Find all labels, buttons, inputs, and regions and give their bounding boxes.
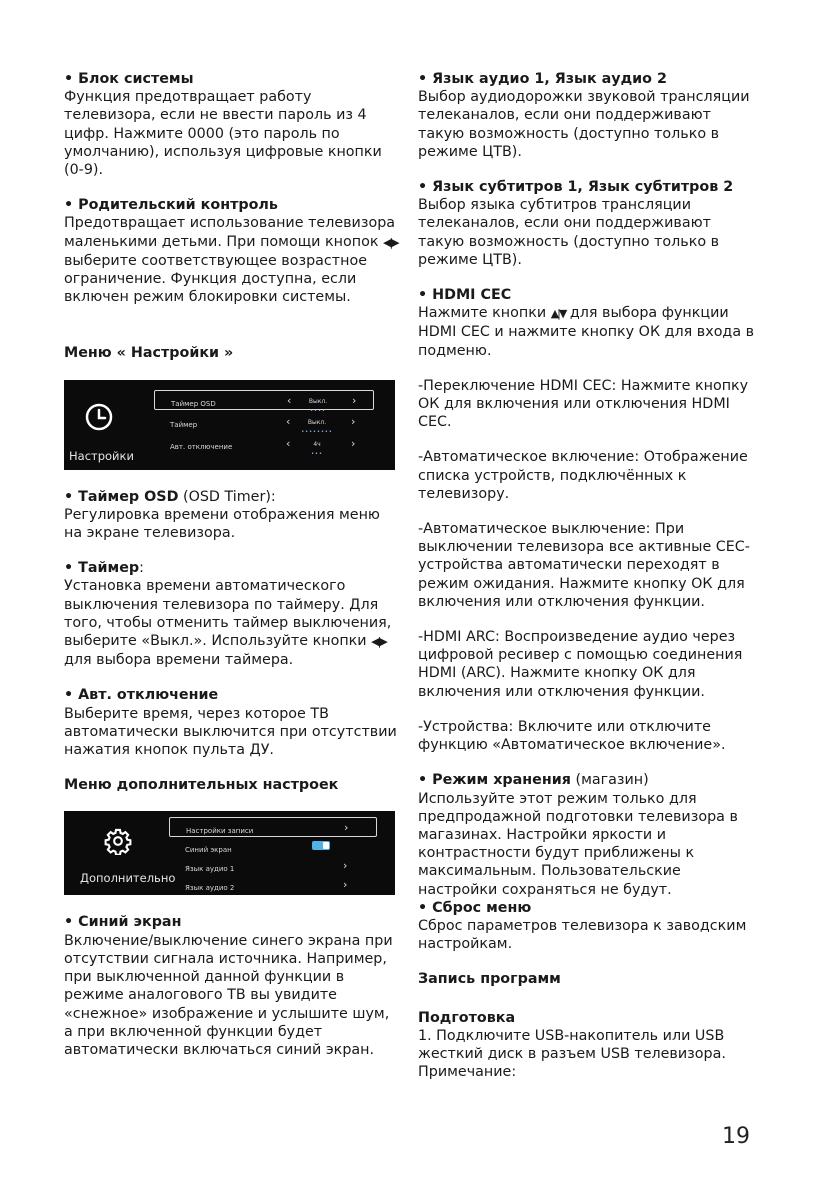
- subtitle-lang-text: Выбор языка субтитров трансляции телеканалов, если они поддерживают такую возможность (доступно только в режиме ЦТВ).: [418, 197, 720, 268]
- timer-suffix: :: [139, 560, 144, 577]
- blue-screen-text: Включение/выключение синего экрана при отсутствии сигнала источника. Например, при выключенной данной функции в режиме аналогового ТВ вы увидите «снежное» изображение и услышите шум, а при включенной функции будет автоматически включаться синий экран.: [64, 932, 393, 1058]
- store-mode-text: Используйте этот режим только для предпродажной подготовки телевизора в магазинах. Настройки яркости и контрастности будут приближены к максимальным. Пользовательские настройки сохраняться не будут.: [418, 790, 738, 898]
- clock-icon: [84, 402, 114, 432]
- row-label: Язык аудио 2: [185, 884, 235, 893]
- reset-section: [418, 899, 756, 954]
- advanced-caption: Дополнительно: [80, 871, 176, 886]
- osd-timer-text: Регулировка времени отображения меню на экране телевизора.: [64, 506, 380, 542]
- settings-row-auto-off[interactable]: [154, 434, 372, 457]
- hdmi-arc-section: [418, 628, 756, 701]
- timer-text: [64, 577, 399, 669]
- timer-text-a: Установка времени автоматического выключения телевизора по таймеру. Для того, чтобы отменить таймер выключения, выберите «Выкл.». Используйте кнопки: [64, 578, 392, 650]
- prep-section: [418, 1009, 756, 1082]
- chevron-right-icon[interactable]: ›: [343, 878, 348, 892]
- auto-off-section: [64, 686, 399, 759]
- hdmi-cec-section: [418, 286, 756, 360]
- row-value: 4ч: [313, 440, 321, 448]
- cec-switch-section: [418, 377, 756, 432]
- advanced-row-audio-1[interactable]: [169, 856, 375, 874]
- auto-off-text: Выберите время, через которое ТВ автоматически выключится при отсутствии нажатия кнопок пульта ДУ.: [64, 705, 397, 759]
- timer-text-b: для выбора времени таймера.: [64, 652, 294, 669]
- store-mode-suffix: (магазин): [570, 772, 649, 789]
- settings-menu-heading: Меню « Настройки »: [64, 345, 234, 362]
- row-value: Выкл.: [308, 397, 328, 405]
- subtitle-lang-section: [418, 178, 756, 269]
- blue-screen-toggle[interactable]: [312, 841, 330, 850]
- chevron-right-icon[interactable]: ›: [344, 821, 349, 835]
- left-right-arrows-icon: ◀|▶: [371, 635, 386, 649]
- settings-caption: Настройки: [69, 448, 134, 463]
- value-dots: ••••: [310, 407, 326, 414]
- timer-title: • Таймер: [64, 560, 140, 577]
- row-label: Таймер OSD: [171, 399, 216, 408]
- auto-on-section: [418, 448, 756, 503]
- timer-section: [64, 559, 399, 669]
- advanced-row-recording[interactable]: [169, 817, 377, 837]
- row-value: Выкл.: [307, 418, 327, 426]
- hdmi-arc-text: -HDMI ARC: Воспроизведение аудио через цифровой ресивер с помощью соединения HDMI (ARC). Нажмите кнопку ОК для включения или отключения функции.: [418, 629, 743, 700]
- advanced-row-blue-screen[interactable]: [169, 837, 375, 855]
- settings-row-timer[interactable]: [154, 412, 372, 435]
- auto-standby-text: -Автоматическое выключение: При выключении телевизора все активные CEC-устройства автоматически переходят в режим ожидания. Нажмите кнопку ОК для включения или отключения функции.: [418, 521, 750, 610]
- store-mode-title: • Режим хранения: [418, 772, 571, 789]
- chevron-left-icon[interactable]: ‹: [286, 436, 291, 450]
- auto-on-text: -Автоматическое включение: Отображение списка устройств, подключённых к телевизору.: [418, 449, 748, 502]
- block-system-section: [64, 70, 399, 179]
- row-label: Авт. отключение: [170, 442, 233, 451]
- reset-text: Сброс параметров телевизора к заводским настройкам.: [418, 917, 747, 953]
- hdmi-cec-text: [418, 304, 756, 360]
- block-system-title: • Блок системы: [64, 71, 194, 87]
- parental-text-b: выберите соответствующее возрастное ограничение. Функция доступна, если включен режим блокировки системы.: [64, 252, 367, 306]
- chevron-left-icon[interactable]: ‹: [287, 393, 292, 407]
- auto-off-title: • Авт. отключение: [64, 687, 219, 704]
- prep-title: Подготовка: [418, 1009, 516, 1026]
- store-mode-section: [418, 771, 756, 898]
- cec-switch-text: -Переключение HDMI CEC: Нажмите кнопку ОК для включения или отключения HDMI CEC.: [418, 377, 749, 431]
- prep-text: 1. Подключите USB-накопитель или USB жесткий диск в разъем USB телевизора. Примечание:: [418, 1027, 726, 1081]
- parental-text-a: Предотвращает использование телевизора маленькими детьми. При помощи кнопок: [64, 215, 396, 250]
- settings-row-osd-timer[interactable]: [154, 390, 374, 414]
- hdmi-cec-title: • HDMI CEC: [418, 287, 512, 304]
- gear-icon: [104, 827, 132, 855]
- up-down-arrows-icon: ▲|▼: [550, 307, 566, 321]
- advanced-menu-heading: Меню дополнительных настроек: [64, 777, 339, 794]
- advanced-menu-screenshot: [64, 811, 395, 895]
- audio-lang-text: Выбор аудиодорожки звуковой трансляции телеканалов, если они поддерживают такую возможность (доступно только в режиме ЦТВ).: [418, 89, 750, 160]
- audio-lang-title: • Язык аудио 1, Язык аудио 2: [418, 71, 667, 87]
- row-label: Настройки записи: [186, 827, 254, 836]
- blue-screen-title: • Синий экран: [64, 914, 182, 931]
- devices-text: -Устройства: Включите или отключите функцию «Автоматическое включение».: [418, 718, 726, 754]
- row-label: Язык аудио 1: [185, 865, 235, 874]
- advanced-row-audio-2[interactable]: [169, 875, 375, 893]
- osd-timer-section: [64, 488, 399, 543]
- row-label: Таймер: [170, 420, 198, 429]
- row-label: Синий экран: [185, 846, 232, 855]
- auto-standby-section: [418, 520, 756, 611]
- recording-heading: Запись программ: [418, 971, 561, 988]
- parental-title: • Родительский контроль: [64, 197, 278, 214]
- chevron-right-icon[interactable]: ›: [352, 393, 357, 407]
- right-column: [418, 70, 756, 1098]
- hdmi-cec-text-b: для выбора функции HDMI CEC и нажмите кнопку ОК для входа в подменю.: [418, 305, 755, 359]
- parental-text: [64, 214, 399, 306]
- osd-timer-title: • Таймер OSD: [64, 488, 179, 505]
- value-dots: ••••••••: [301, 428, 333, 435]
- parental-section: [64, 196, 399, 306]
- devices-section: [418, 718, 756, 754]
- chevron-left-icon[interactable]: ‹: [286, 414, 291, 428]
- chevron-right-icon[interactable]: ›: [343, 859, 348, 873]
- chevron-right-icon[interactable]: ›: [351, 436, 356, 450]
- osd-timer-suffix: (OSD Timer):: [178, 488, 276, 505]
- subtitle-lang-title: • Язык субтитров 1, Язык субтитров 2: [418, 179, 734, 196]
- left-right-arrows-icon: ◀|▶: [383, 235, 398, 249]
- value-dots: •••: [311, 450, 323, 457]
- page-number: 19: [722, 1124, 750, 1149]
- settings-menu-screenshot: [64, 380, 395, 470]
- reset-title: • Сброс меню: [418, 899, 532, 916]
- left-column: [64, 70, 399, 1076]
- block-system-text: Функция предотвращает работу телевизора, если не ввести пароль из 4 цифр. Нажмите 0000 (это пароль по умолчанию), используя цифровые кнопки (0-9).: [64, 89, 382, 179]
- audio-lang-section: [418, 70, 756, 161]
- blue-screen-section: [64, 913, 399, 1059]
- hdmi-cec-text-a: Нажмите кнопки: [418, 305, 547, 322]
- chevron-right-icon[interactable]: ›: [351, 414, 356, 428]
